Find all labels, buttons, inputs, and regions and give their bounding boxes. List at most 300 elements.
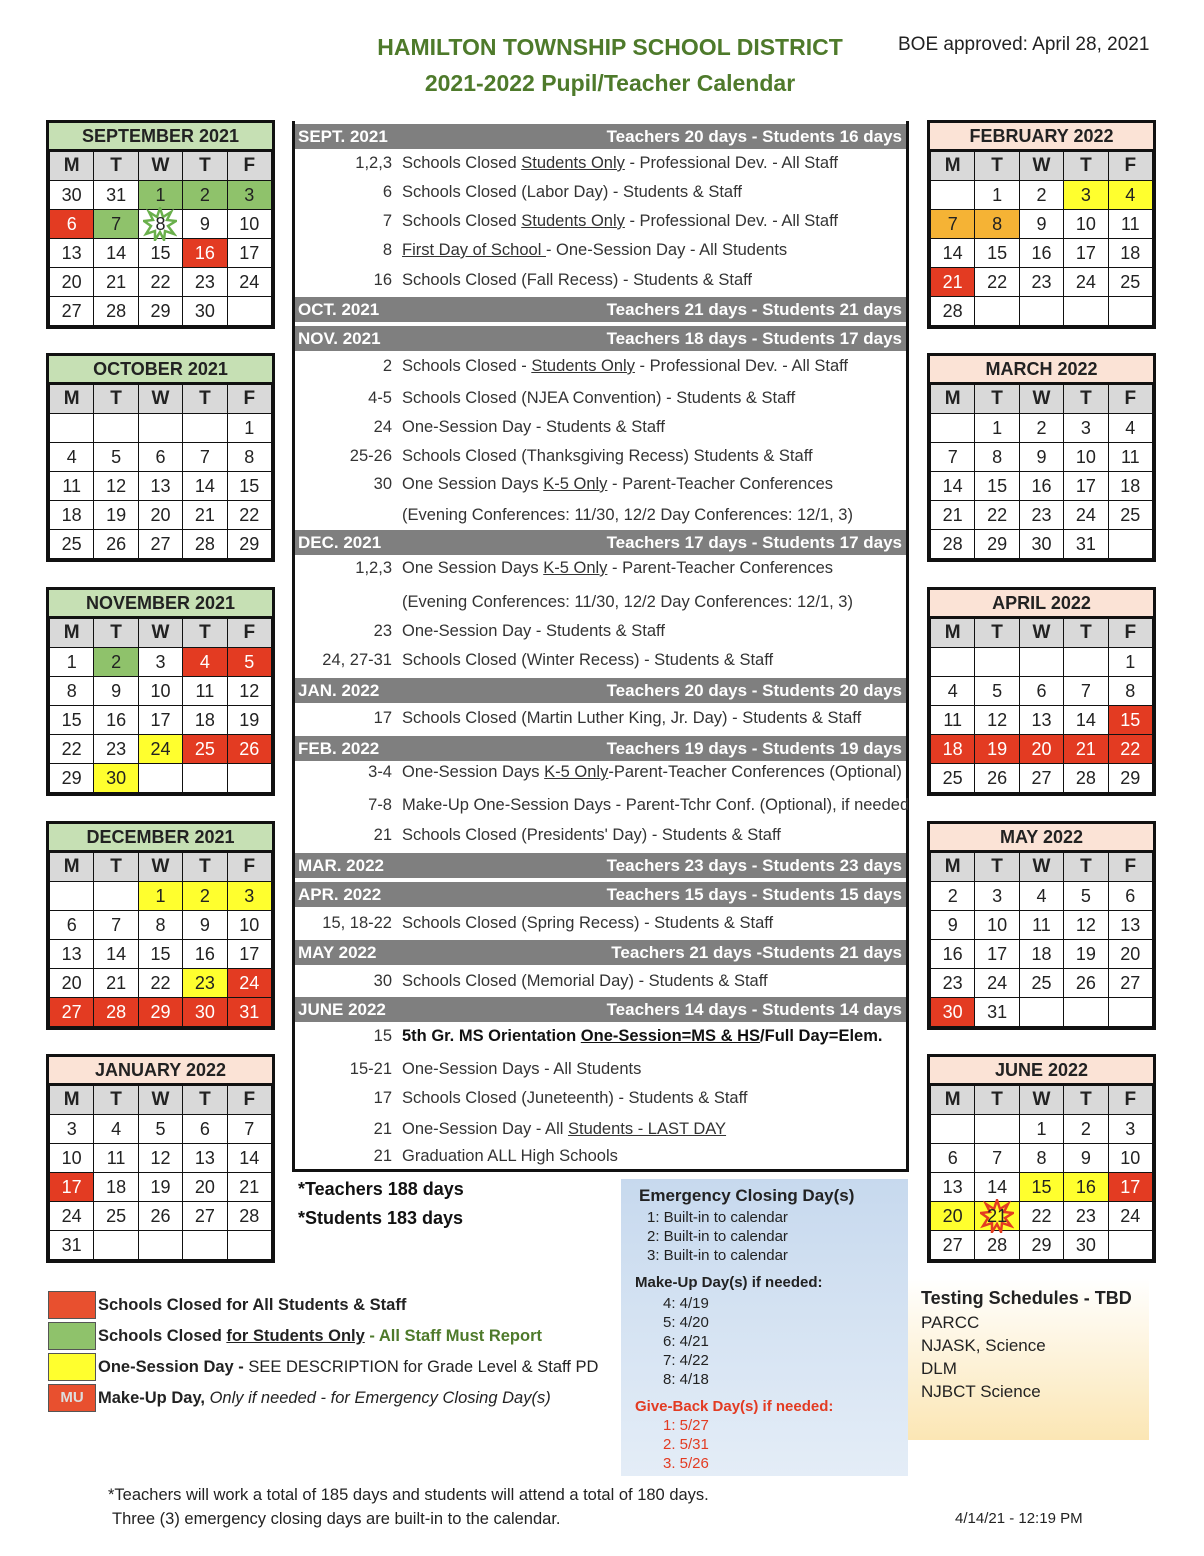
day-cell: 28 bbox=[975, 1231, 1019, 1260]
day-cell: 4 bbox=[1019, 882, 1063, 911]
event-description: First Day of School - One-Session Day - All Students bbox=[402, 241, 788, 259]
month-header: DECEMBER 2021 bbox=[49, 824, 272, 852]
month-header: NOVEMBER 2021 bbox=[49, 590, 272, 618]
day-cell: 24 bbox=[227, 969, 271, 998]
day-cell: 16 bbox=[94, 706, 138, 735]
day-cell: 19 bbox=[975, 735, 1019, 764]
day-cell: 6 bbox=[1019, 677, 1063, 706]
weekday-label: T bbox=[1064, 1086, 1108, 1115]
calendar-january-2022 bbox=[46, 1054, 275, 1263]
empty-day-cell bbox=[1108, 530, 1152, 559]
day-cell: 8 bbox=[138, 210, 182, 239]
month-band-label: MAY 2022 bbox=[298, 943, 377, 962]
day-cell: 29 bbox=[975, 530, 1019, 559]
empty-day-cell bbox=[183, 414, 227, 443]
makeup-item: 4: 4/19 bbox=[663, 1295, 709, 1312]
giveback-item: 3. 5/26 bbox=[663, 1455, 709, 1472]
day-cell: 4 bbox=[931, 677, 975, 706]
day-cell: 27 bbox=[138, 530, 182, 559]
day-cell: 22 bbox=[138, 268, 182, 297]
weekday-label: T bbox=[94, 152, 138, 181]
day-cell: 28 bbox=[183, 530, 227, 559]
event-date: 2 bbox=[382, 357, 392, 375]
month-band-label: JAN. 2022 bbox=[298, 681, 380, 700]
month-band-nov bbox=[295, 326, 906, 351]
day-cell: 26 bbox=[975, 764, 1019, 793]
day-cell: 15 bbox=[975, 472, 1019, 501]
weekday-label: M bbox=[931, 619, 975, 648]
emergency-item: 3: Built-in to calendar bbox=[647, 1247, 788, 1264]
boe-approved: BOE approved: April 28, 2021 bbox=[898, 34, 1150, 55]
day-cell: 18 bbox=[50, 501, 94, 530]
day-cell: 21 bbox=[94, 268, 138, 297]
weekday-label: M bbox=[931, 853, 975, 882]
day-cell: 21 bbox=[183, 501, 227, 530]
weekday-label: F bbox=[1108, 385, 1152, 414]
weekday-label: M bbox=[931, 1086, 975, 1115]
day-cell: 3 bbox=[1108, 1115, 1152, 1144]
weekday-label: W bbox=[138, 385, 182, 414]
day-cell: 13 bbox=[1108, 911, 1152, 940]
month-band-dec bbox=[295, 530, 906, 555]
weekday-label: T bbox=[975, 385, 1019, 414]
legend-swatch-makeup: MU bbox=[48, 1384, 96, 1412]
day-cell: 10 bbox=[227, 210, 271, 239]
day-cell: 14 bbox=[94, 940, 138, 969]
district-title: HAMILTON TOWNSHIP SCHOOL DISTRICT bbox=[377, 34, 843, 60]
makeup-item: 5: 4/20 bbox=[663, 1314, 709, 1331]
day-cell: 29 bbox=[138, 998, 182, 1027]
day-cell: 22 bbox=[1019, 1202, 1063, 1231]
empty-day-cell bbox=[138, 764, 182, 793]
giveback-item: 1: 5/27 bbox=[663, 1417, 709, 1434]
day-cell: 14 bbox=[94, 239, 138, 268]
day-cell: 21 bbox=[931, 501, 975, 530]
day-cell: 4 bbox=[1108, 181, 1152, 210]
day-cell: 26 bbox=[94, 530, 138, 559]
event-date: 1,2,3 bbox=[355, 154, 392, 172]
day-cell: 10 bbox=[227, 911, 271, 940]
event-description: Schools Closed (NJEA Convention) - Students & Staff bbox=[402, 389, 796, 407]
day-cell: 23 bbox=[1064, 1202, 1108, 1231]
emergency-title: Emergency Closing Day(s) bbox=[639, 1186, 855, 1205]
day-cell: 22 bbox=[975, 501, 1019, 530]
day-cell: 19 bbox=[94, 501, 138, 530]
event-description: Schools Closed (Juneteenth) - Students & Staff bbox=[402, 1089, 748, 1107]
day-cell: 13 bbox=[1019, 706, 1063, 735]
day-cell: 16 bbox=[183, 940, 227, 969]
month-header: FEBRUARY 2022 bbox=[930, 123, 1153, 151]
month-band-counts: Teachers 17 days - Students 17 days bbox=[606, 533, 902, 552]
day-cell: 15 bbox=[227, 472, 271, 501]
footer-note: Three (3) emergency closing days are built-in to the calendar. bbox=[112, 1510, 561, 1528]
month-band-jun bbox=[295, 997, 906, 1022]
month-band-apr bbox=[295, 882, 906, 907]
event-date: 21 bbox=[373, 1147, 392, 1165]
month-band-may bbox=[295, 940, 906, 965]
weekday-label: W bbox=[1019, 152, 1063, 181]
day-cell: 24 bbox=[138, 735, 182, 764]
day-cell: 24 bbox=[227, 268, 271, 297]
day-cell: 30 bbox=[50, 181, 94, 210]
day-cell: 31 bbox=[50, 1231, 94, 1260]
month-band-label: DEC. 2021 bbox=[298, 533, 382, 552]
day-cell: 8 bbox=[975, 210, 1019, 239]
weekday-label: F bbox=[1108, 152, 1152, 181]
day-cell: 30 bbox=[183, 998, 227, 1027]
day-cell: 20 bbox=[50, 969, 94, 998]
empty-day-cell bbox=[1019, 648, 1063, 677]
weekday-label: M bbox=[50, 1086, 94, 1115]
month-header: JUNE 2022 bbox=[930, 1057, 1153, 1085]
event-description: One-Session Days K-5 Only-Parent-Teacher Conferences (Optional) bbox=[402, 763, 902, 781]
empty-day-cell bbox=[50, 882, 94, 911]
day-cell: 31 bbox=[1064, 530, 1108, 559]
event-description: (Evening Conferences: 11/30, 12/2 Day Conferences: 12/1, 3) bbox=[402, 506, 853, 524]
empty-day-cell bbox=[1019, 297, 1063, 326]
day-cell: 14 bbox=[227, 1144, 271, 1173]
day-cell: 3 bbox=[227, 882, 271, 911]
calendar-june-2022 bbox=[927, 1054, 1156, 1263]
day-cell: 1 bbox=[1019, 1115, 1063, 1144]
day-cell: 7 bbox=[931, 443, 975, 472]
empty-day-cell bbox=[227, 1231, 271, 1260]
day-cell: 16 bbox=[1019, 472, 1063, 501]
day-cell: 29 bbox=[227, 530, 271, 559]
weekday-label: T bbox=[975, 152, 1019, 181]
empty-day-cell bbox=[138, 414, 182, 443]
calendar-october-2021 bbox=[46, 353, 275, 562]
day-cell: 18 bbox=[94, 1173, 138, 1202]
day-cell: 15 bbox=[1108, 706, 1152, 735]
day-cell: 12 bbox=[227, 677, 271, 706]
day-cell: 2 bbox=[94, 648, 138, 677]
day-cell: 6 bbox=[50, 911, 94, 940]
day-cell: 14 bbox=[1064, 706, 1108, 735]
event-description: One Session Days K-5 Only - Parent-Teacher Conferences bbox=[402, 475, 834, 493]
day-cell: 1 bbox=[227, 414, 271, 443]
day-cell: 25 bbox=[1108, 268, 1152, 297]
day-cell: 5 bbox=[227, 648, 271, 677]
weekday-label: F bbox=[227, 619, 271, 648]
event-description: Schools Closed Students Only - Professional Dev. - All Staff bbox=[402, 212, 838, 230]
empty-day-cell bbox=[227, 297, 271, 326]
day-cell: 13 bbox=[931, 1173, 975, 1202]
calendar-december-2021 bbox=[46, 821, 275, 1030]
day-cell: 30 bbox=[1064, 1231, 1108, 1260]
event-date: 6 bbox=[382, 183, 392, 201]
weekday-label: F bbox=[1108, 1086, 1152, 1115]
day-cell: 9 bbox=[931, 911, 975, 940]
empty-day-cell bbox=[931, 648, 975, 677]
day-cell: 14 bbox=[183, 472, 227, 501]
day-cell: 23 bbox=[183, 268, 227, 297]
day-cell: 2 bbox=[183, 882, 227, 911]
event-date: 21 bbox=[373, 826, 392, 844]
event-date: 30 bbox=[373, 972, 392, 990]
day-cell: 25 bbox=[1108, 501, 1152, 530]
weekday-label: M bbox=[50, 853, 94, 882]
event-description: One Session Days K-5 Only - Parent-Teacher Conferences bbox=[402, 559, 834, 577]
day-cell: 26 bbox=[227, 735, 271, 764]
weekday-label: W bbox=[138, 152, 182, 181]
day-cell: 1 bbox=[138, 882, 182, 911]
day-cell: 2 bbox=[1019, 181, 1063, 210]
month-header: MAY 2022 bbox=[930, 824, 1153, 852]
day-cell: 9 bbox=[1019, 443, 1063, 472]
weekday-label: T bbox=[94, 1086, 138, 1115]
day-cell: 3 bbox=[227, 181, 271, 210]
day-cell: 25 bbox=[1019, 969, 1063, 998]
day-cell: 15 bbox=[975, 239, 1019, 268]
day-cell: 11 bbox=[94, 1144, 138, 1173]
day-cell: 20 bbox=[138, 501, 182, 530]
empty-day-cell bbox=[94, 414, 138, 443]
makeup-item: 6: 4/21 bbox=[663, 1333, 709, 1350]
day-cell: 10 bbox=[138, 677, 182, 706]
day-cell: 27 bbox=[1108, 969, 1152, 998]
weekday-label: W bbox=[138, 1086, 182, 1115]
event-description: Schools Closed (Spring Recess) - Students & Staff bbox=[402, 914, 774, 932]
makeup-item: 8: 4/18 bbox=[663, 1371, 709, 1388]
month-band-counts: Teachers 14 days - Students 14 days bbox=[606, 1000, 902, 1019]
day-cell: 19 bbox=[138, 1173, 182, 1202]
empty-day-cell bbox=[227, 764, 271, 793]
calendar-march-2022 bbox=[927, 353, 1156, 562]
calendar-november-2021 bbox=[46, 587, 275, 796]
weekday-label: T bbox=[975, 853, 1019, 882]
event-date: 15-21 bbox=[349, 1060, 392, 1078]
month-band-label: SEPT. 2021 bbox=[298, 127, 388, 146]
day-cell: 19 bbox=[1064, 940, 1108, 969]
day-cell: 28 bbox=[931, 297, 975, 326]
day-cell: 2 bbox=[1019, 414, 1063, 443]
weekday-label: W bbox=[1019, 619, 1063, 648]
event-date: 3-4 bbox=[368, 763, 392, 781]
makeup-title: Make-Up Day(s) if needed: bbox=[635, 1274, 823, 1291]
day-cell: 7 bbox=[1064, 677, 1108, 706]
event-description: Schools Closed (Thanksgiving Recess) Students & Staff bbox=[402, 447, 813, 465]
revision-stamp: 4/14/21 - 12:19 PM bbox=[955, 1510, 1083, 1527]
day-cell: 11 bbox=[50, 472, 94, 501]
day-cell: 6 bbox=[50, 210, 94, 239]
event-description: Schools Closed (Martin Luther King, Jr. Day) - Students & Staff bbox=[402, 709, 862, 727]
day-cell: 15 bbox=[50, 706, 94, 735]
day-cell: 16 bbox=[931, 940, 975, 969]
day-cell: 30 bbox=[94, 764, 138, 793]
empty-day-cell bbox=[1019, 998, 1063, 1027]
weekday-label: T bbox=[975, 619, 1019, 648]
day-cell: 26 bbox=[1064, 969, 1108, 998]
day-cell: 2 bbox=[931, 882, 975, 911]
empty-day-cell bbox=[183, 764, 227, 793]
month-band-counts: Teachers 23 days - Students 23 days bbox=[606, 856, 902, 875]
day-cell: 24 bbox=[1064, 268, 1108, 297]
weekday-label: F bbox=[227, 385, 271, 414]
testing-item: PARCC bbox=[921, 1313, 980, 1332]
weekday-label: F bbox=[227, 1086, 271, 1115]
empty-day-cell bbox=[138, 1231, 182, 1260]
day-cell: 17 bbox=[1108, 1173, 1152, 1202]
weekday-label: M bbox=[50, 619, 94, 648]
legend-one-session: One-Session Day - SEE DESCRIPTION for Grade Level & Staff PD bbox=[98, 1358, 599, 1376]
day-cell: 5 bbox=[975, 677, 1019, 706]
day-cell: 20 bbox=[931, 1202, 975, 1231]
day-cell: 2 bbox=[183, 181, 227, 210]
event-date: 17 bbox=[373, 1089, 392, 1107]
day-cell: 21 bbox=[1064, 735, 1108, 764]
day-cell: 15 bbox=[138, 239, 182, 268]
empty-day-cell bbox=[1108, 998, 1152, 1027]
day-cell: 27 bbox=[50, 297, 94, 326]
weekday-label: M bbox=[931, 152, 975, 181]
day-cell: 8 bbox=[138, 911, 182, 940]
testing-item: NJBCT Science bbox=[921, 1382, 1041, 1401]
day-cell: 20 bbox=[50, 268, 94, 297]
day-cell: 24 bbox=[975, 969, 1019, 998]
day-cell: 26 bbox=[138, 1202, 182, 1231]
event-date: 1,2,3 bbox=[355, 559, 392, 577]
weekday-label: T bbox=[183, 1086, 227, 1115]
day-cell: 16 bbox=[1019, 239, 1063, 268]
day-cell: 5 bbox=[94, 443, 138, 472]
day-cell: 5 bbox=[138, 1115, 182, 1144]
event-date: 16 bbox=[373, 271, 392, 289]
day-cell: 31 bbox=[94, 181, 138, 210]
makeup-item: 7: 4/22 bbox=[663, 1352, 709, 1369]
day-cell: 23 bbox=[1019, 268, 1063, 297]
day-cell: 11 bbox=[1108, 443, 1152, 472]
day-cell: 9 bbox=[1064, 1144, 1108, 1173]
testing-item: NJASK, Science bbox=[921, 1336, 1046, 1355]
month-band-label: FEB. 2022 bbox=[298, 739, 380, 758]
day-cell: 20 bbox=[1019, 735, 1063, 764]
event-date: 25-26 bbox=[349, 447, 392, 465]
day-cell: 3 bbox=[1064, 414, 1108, 443]
calendar-may-2022 bbox=[927, 821, 1156, 1030]
empty-day-cell bbox=[1108, 297, 1152, 326]
empty-day-cell bbox=[1064, 297, 1108, 326]
day-cell: 28 bbox=[1064, 764, 1108, 793]
event-description: Schools Closed (Presidents' Day) - Students & Staff bbox=[402, 826, 781, 844]
day-cell: 24 bbox=[1108, 1202, 1152, 1231]
day-cell: 28 bbox=[94, 998, 138, 1027]
legend-swatch-closed-students bbox=[48, 1322, 96, 1350]
month-band-jan bbox=[295, 678, 906, 703]
empty-day-cell bbox=[1064, 998, 1108, 1027]
day-cell: 12 bbox=[1064, 911, 1108, 940]
day-cell: 10 bbox=[1064, 443, 1108, 472]
weekday-label: M bbox=[50, 152, 94, 181]
empty-day-cell bbox=[94, 882, 138, 911]
day-cell: 14 bbox=[975, 1173, 1019, 1202]
total-students: *Students 183 days bbox=[298, 1208, 464, 1228]
empty-day-cell bbox=[931, 1115, 975, 1144]
day-cell: 6 bbox=[1108, 882, 1152, 911]
day-cell: 18 bbox=[1019, 940, 1063, 969]
day-cell: 22 bbox=[227, 501, 271, 530]
empty-day-cell bbox=[975, 1115, 1019, 1144]
event-date: 4-5 bbox=[368, 389, 392, 407]
day-cell: 3 bbox=[138, 648, 182, 677]
weekday-label: W bbox=[138, 619, 182, 648]
weekday-label: W bbox=[1019, 385, 1063, 414]
day-cell: 8 bbox=[227, 443, 271, 472]
month-band-label: MAR. 2022 bbox=[298, 856, 384, 875]
weekday-label: T bbox=[1064, 853, 1108, 882]
testing-box bbox=[908, 1278, 1149, 1440]
event-date: 24 bbox=[373, 418, 392, 436]
day-cell: 12 bbox=[138, 1144, 182, 1173]
legend-makeup: Make-Up Day, Only if needed - for Emergency Closing Day(s) bbox=[98, 1389, 551, 1407]
day-cell: 11 bbox=[183, 677, 227, 706]
day-cell: 29 bbox=[138, 297, 182, 326]
month-header: OCTOBER 2021 bbox=[49, 356, 272, 384]
month-band-counts: Teachers 19 days - Students 19 days bbox=[606, 739, 902, 758]
month-band-mar bbox=[295, 853, 906, 878]
day-cell: 14 bbox=[931, 472, 975, 501]
day-cell: 27 bbox=[183, 1202, 227, 1231]
day-cell: 5 bbox=[1064, 882, 1108, 911]
legend-closed-all: Schools Closed for All Students & Staff bbox=[98, 1296, 407, 1314]
day-cell: 25 bbox=[94, 1202, 138, 1231]
day-cell: 22 bbox=[138, 969, 182, 998]
day-cell: 17 bbox=[138, 706, 182, 735]
day-cell: 6 bbox=[931, 1144, 975, 1173]
event-description: 5th Gr. MS Orientation One-Session=MS & HS/Full Day=Elem. bbox=[402, 1027, 883, 1045]
weekday-label: T bbox=[183, 385, 227, 414]
event-date: 8 bbox=[382, 241, 392, 259]
weekday-label: W bbox=[1019, 853, 1063, 882]
event-date: 23 bbox=[373, 622, 392, 640]
day-cell: 7 bbox=[94, 911, 138, 940]
day-cell: 1 bbox=[975, 181, 1019, 210]
empty-day-cell bbox=[931, 414, 975, 443]
day-cell: 24 bbox=[50, 1202, 94, 1231]
event-date: 7-8 bbox=[368, 796, 392, 814]
day-cell: 6 bbox=[138, 443, 182, 472]
weekday-label: T bbox=[183, 152, 227, 181]
day-cell: 15 bbox=[1019, 1173, 1063, 1202]
day-cell: 21 bbox=[94, 969, 138, 998]
day-cell: 10 bbox=[975, 911, 1019, 940]
weekday-label: T bbox=[975, 1086, 1019, 1115]
weekday-label: T bbox=[1064, 385, 1108, 414]
day-cell: 6 bbox=[183, 1115, 227, 1144]
weekday-label: M bbox=[50, 385, 94, 414]
day-cell: 31 bbox=[227, 998, 271, 1027]
day-cell: 29 bbox=[50, 764, 94, 793]
event-date: 7 bbox=[382, 212, 392, 230]
day-cell: 3 bbox=[50, 1115, 94, 1144]
month-band-sep bbox=[295, 124, 906, 149]
month-band-counts: Teachers 21 days -Students 21 days bbox=[611, 943, 902, 962]
day-cell: 22 bbox=[50, 735, 94, 764]
day-cell: 7 bbox=[94, 210, 138, 239]
day-cell: 7 bbox=[975, 1144, 1019, 1173]
day-cell: 30 bbox=[183, 297, 227, 326]
day-cell: 8 bbox=[50, 677, 94, 706]
emergency-closing-box bbox=[621, 1179, 908, 1476]
month-header: SEPTEMBER 2021 bbox=[49, 123, 272, 151]
day-cell: 30 bbox=[1019, 530, 1063, 559]
month-band-label: APR. 2022 bbox=[298, 885, 382, 904]
month-band-counts: Teachers 20 days - Students 20 days bbox=[606, 681, 902, 700]
day-cell: 28 bbox=[94, 297, 138, 326]
legend-closed-students: Schools Closed for Students Only - All Staff Must Report bbox=[98, 1327, 542, 1345]
day-cell: 9 bbox=[183, 210, 227, 239]
calendar-february-2022 bbox=[927, 120, 1156, 329]
